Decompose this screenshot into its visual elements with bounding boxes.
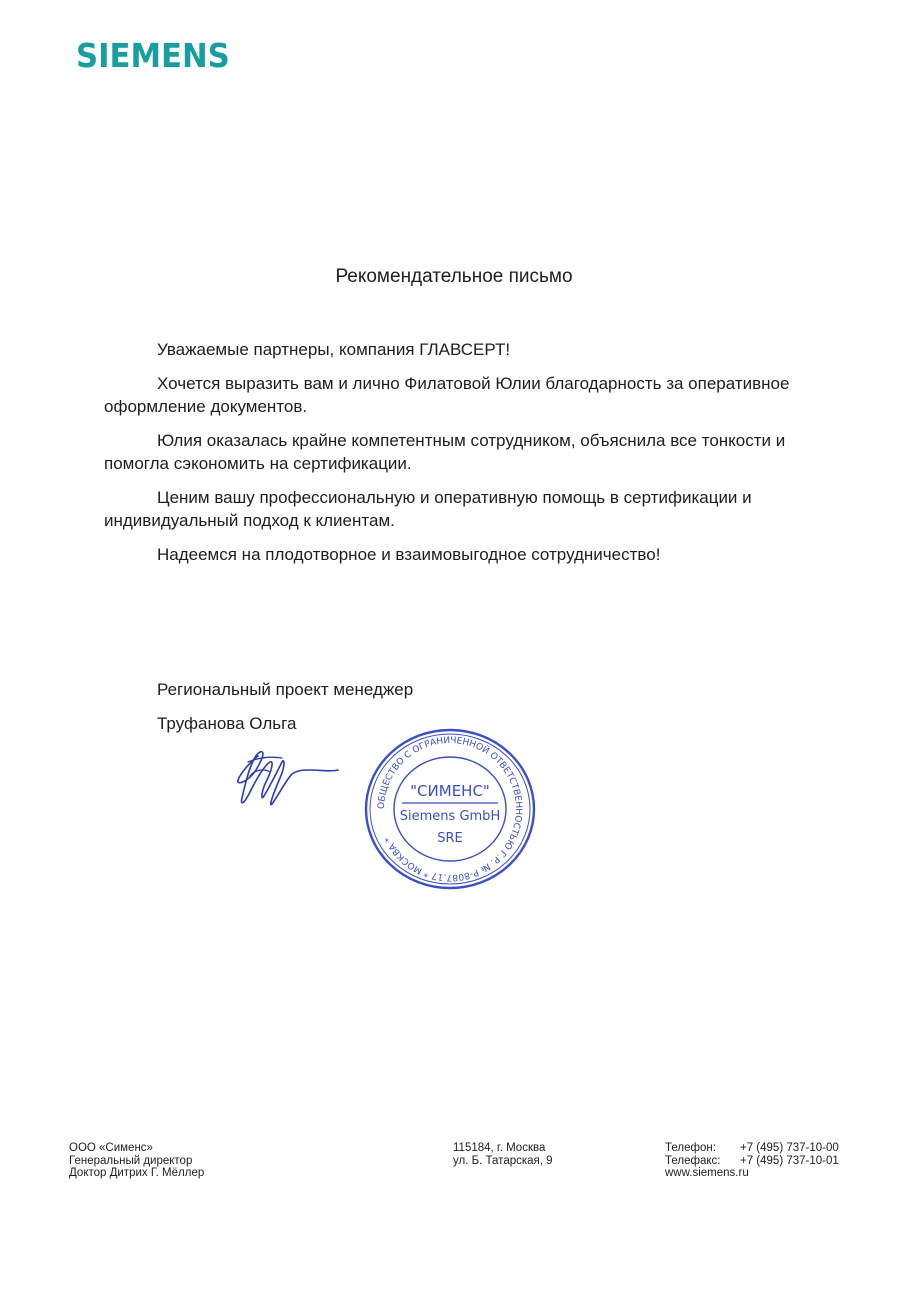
letter-paragraph: Юлия оказалась крайне компетентным сотрудником, объяснила все тонкости и помогла сэкономить на сертификации.	[104, 431, 786, 473]
siemens-logo: SIEMENS	[76, 36, 230, 75]
footer-phone: +7 (495) 737-10-00	[740, 1142, 839, 1154]
company-stamp-icon	[362, 726, 538, 892]
footer-address	[453, 1142, 553, 1167]
stamp-line-1: "СИМЕНС"	[410, 782, 490, 800]
letter-body	[104, 338, 804, 577]
letter-title: Рекомендательное письмо	[335, 266, 573, 287]
handwritten-signature-icon	[230, 740, 345, 815]
letter-paragraph: Ценим вашу профессиональную и оперативную помощь в сертификации и индивидуальный подход к клиентам.	[104, 488, 752, 530]
footer-company-name: ООО «Сименс»	[69, 1142, 153, 1154]
letter-paragraph: Надеемся на плодотворное и взаимовыгодное сотрудничество!	[157, 545, 661, 564]
footer-company-position: Генеральный директор	[69, 1154, 193, 1167]
footer-fax-label: Телефакс:	[665, 1154, 721, 1167]
stamp-line-2: Siemens GmbH	[399, 809, 501, 824]
letter-paragraph: Уважаемые партнеры, компания ГЛАВСЕРТ!	[157, 340, 511, 359]
signer-name: Труфанова Ольга	[157, 714, 297, 733]
footer-company	[69, 1142, 204, 1180]
footer-website-link[interactable]: www.siemens.ru	[665, 1167, 749, 1179]
footer-address-street: ул. Б. Татарская, 9	[453, 1154, 553, 1167]
letter-paragraph: Хочется выразить вам и лично Филатовой Юлии благодарность за оперативное оформление документов.	[104, 374, 790, 416]
stamp-ring-text: ОБЩЕСТВО С ОГРАНИЧЕННОЙ ОТВЕТСТВЕННОСТЬЮ Г.Р. № Р-8087.17 * МОСКВА *	[376, 735, 524, 883]
footer-contacts	[665, 1142, 839, 1180]
signer-role: Региональный проект менеджер	[157, 680, 414, 699]
stamp-line-3: SRE	[437, 831, 463, 846]
footer-address-city: 115184, г. Москва	[453, 1142, 546, 1154]
footer-fax: +7 (495) 737-10-01	[740, 1154, 839, 1167]
footer-phone-label: Телефон:	[665, 1142, 716, 1154]
footer-company-director: Доктор Дитрих Г. Мёллер	[69, 1167, 205, 1179]
